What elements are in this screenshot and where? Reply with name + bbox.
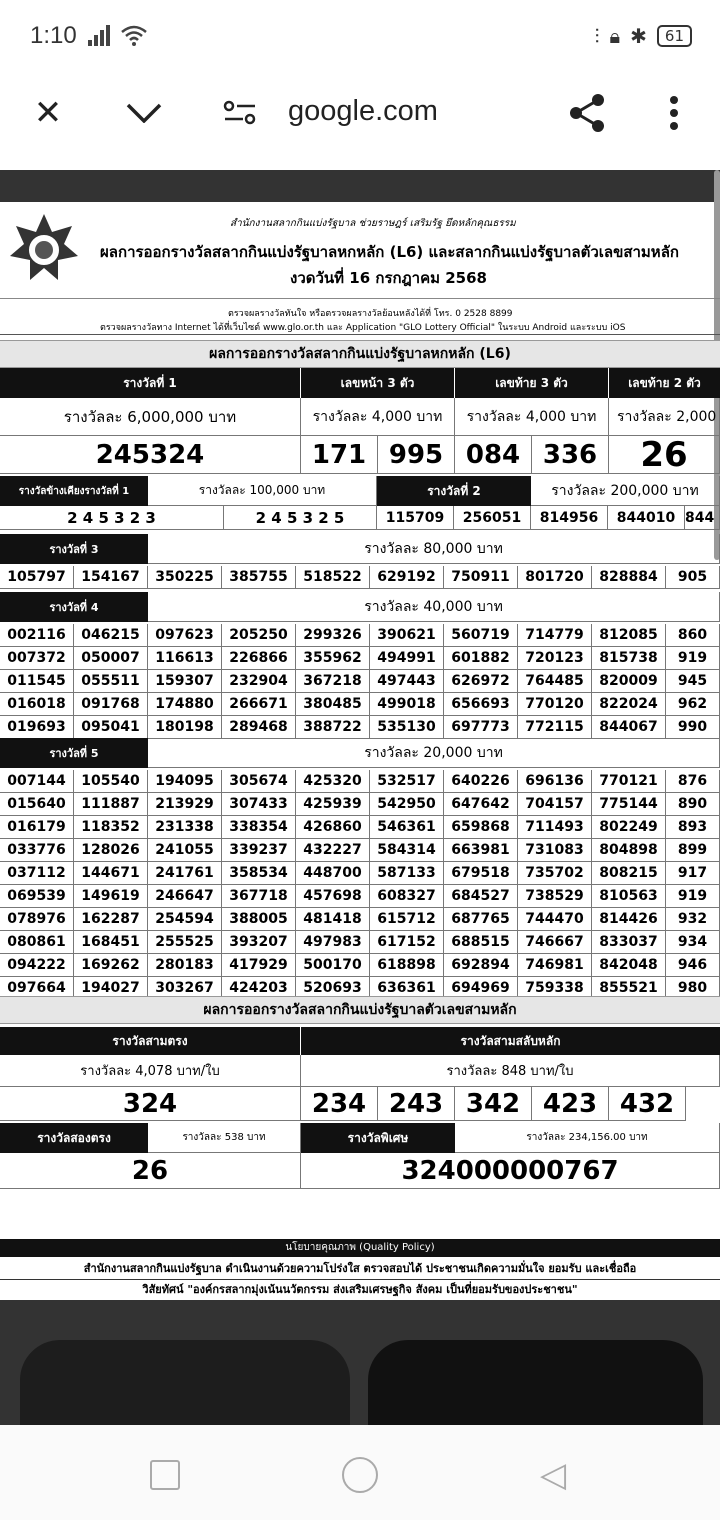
first-prize-amount: รางวัลละ 6,000,000 บาท xyxy=(0,398,301,436)
prize-number: 226866 xyxy=(222,647,296,670)
signal-icon xyxy=(88,24,114,46)
related-image-2[interactable] xyxy=(368,1340,703,1425)
related-image-1[interactable] xyxy=(20,1340,350,1425)
prize-number: 684527 xyxy=(444,885,518,908)
battery-icon: 61 xyxy=(657,25,692,47)
wifi-icon xyxy=(120,24,148,46)
prize-number: 890 xyxy=(666,793,720,816)
header-date: งวดวันที่ 16 กรกฎาคม 2568 xyxy=(290,269,487,287)
three-straight-number: 324 xyxy=(0,1087,301,1121)
near-prize-amount: รางวัลละ 100,000 บาท xyxy=(148,476,377,506)
three-switch-number: 432 xyxy=(609,1087,686,1121)
prize-number: 720123 xyxy=(518,647,592,670)
prize-number: 711493 xyxy=(518,816,592,839)
prize-number: 905 xyxy=(666,566,720,589)
prize-number: 801720 xyxy=(518,566,592,589)
three-switch-number: 243 xyxy=(378,1087,455,1121)
prize-number: 205250 xyxy=(222,624,296,647)
prize-number: 091768 xyxy=(74,693,148,716)
prize-number: 246647 xyxy=(148,885,222,908)
prize-number: 266671 xyxy=(222,693,296,716)
second-number: 844 xyxy=(685,506,720,530)
prize-number: 046215 xyxy=(74,624,148,647)
prize-number: 015640 xyxy=(0,793,74,816)
prize-number: 007144 xyxy=(0,770,74,793)
prize-number: 050007 xyxy=(74,647,148,670)
prize-number: 802249 xyxy=(592,816,666,839)
three-switch-amount: รางวัลละ 848 บาท/ใบ xyxy=(301,1055,720,1087)
prize-number: 094222 xyxy=(0,954,74,977)
prize-number: 772115 xyxy=(518,716,592,739)
prize-number: 980 xyxy=(666,977,720,1000)
prize-number: 213929 xyxy=(148,793,222,816)
prize-number: 656693 xyxy=(444,693,518,716)
prize-number: 194027 xyxy=(74,977,148,1000)
more-icon[interactable] xyxy=(652,91,696,135)
first-prize-label: รางวัลที่ 1 xyxy=(0,368,300,398)
prize-number: 169262 xyxy=(74,954,148,977)
prize-number: 174880 xyxy=(148,693,222,716)
bluetooth-icon: ✱ xyxy=(630,24,647,48)
prize-number: 962 xyxy=(666,693,720,716)
prize-number: 388005 xyxy=(222,908,296,931)
prize-number: 481418 xyxy=(296,908,370,931)
prize-number: 618898 xyxy=(370,954,444,977)
prize-number: 744470 xyxy=(518,908,592,931)
three-straight-label: รางวัลสามตรง xyxy=(0,1027,300,1055)
prize-number: 007372 xyxy=(0,647,74,670)
lottery-result-page xyxy=(0,170,720,1425)
front3-number-1: 171 xyxy=(301,436,378,474)
home-icon[interactable] xyxy=(342,1457,378,1493)
prize-number: 704157 xyxy=(518,793,592,816)
prize-number: 860 xyxy=(666,624,720,647)
prize-number: 679518 xyxy=(444,862,518,885)
prize-number: 919 xyxy=(666,885,720,908)
prize-number: 932 xyxy=(666,908,720,931)
prize-number: 692894 xyxy=(444,954,518,977)
prize-number: 532517 xyxy=(370,770,444,793)
prize-number: 128026 xyxy=(74,839,148,862)
prize-number: 011545 xyxy=(0,670,74,693)
prize-number: 069539 xyxy=(0,885,74,908)
header-internet: ตรวจผลรางวัลทาง Internet ได้ที่เว็บไซต์ www.glo.or.th และ Application "GLO Lottery Official" ในระบบ Android และระบบ iOS xyxy=(100,323,626,333)
prize-number: 546361 xyxy=(370,816,444,839)
two-straight-number: 26 xyxy=(0,1153,301,1189)
prize-number: 105540 xyxy=(74,770,148,793)
prize-number: 388722 xyxy=(296,716,370,739)
prize-number: 601882 xyxy=(444,647,518,670)
prize-number: 587133 xyxy=(370,862,444,885)
prize-number: 305674 xyxy=(222,770,296,793)
fifth-prize-amount: รางวัลละ 20,000 บาท xyxy=(148,738,720,768)
prize-number: 647642 xyxy=(444,793,518,816)
page-info-icon[interactable] xyxy=(218,91,262,135)
two-straight-label: รางวัลสองตรง xyxy=(0,1123,148,1153)
status-bar xyxy=(0,0,720,75)
prize-number: 560719 xyxy=(444,624,518,647)
back2-number: 26 xyxy=(609,436,720,474)
prize-number: 303267 xyxy=(148,977,222,1000)
front3-label: เลขหน้า 3 ตัว xyxy=(301,368,454,398)
prize-number: 338354 xyxy=(222,816,296,839)
prize-number: 390621 xyxy=(370,624,444,647)
prize-number: 520693 xyxy=(296,977,370,1000)
third-prize-label: รางวัลที่ 3 xyxy=(0,534,148,564)
prize-number: 355962 xyxy=(296,647,370,670)
prize-number: 500170 xyxy=(296,954,370,977)
prize-number: 615712 xyxy=(370,908,444,931)
prize-number: 746667 xyxy=(518,931,592,954)
prize-number: 457698 xyxy=(296,885,370,908)
prize-number: 844067 xyxy=(592,716,666,739)
prize-number: 078976 xyxy=(0,908,74,931)
prize-number: 833037 xyxy=(592,931,666,954)
prize-number: 775144 xyxy=(592,793,666,816)
prize-number: 659868 xyxy=(444,816,518,839)
top-dark-bar xyxy=(0,170,720,202)
prize-number: 815738 xyxy=(592,647,666,670)
three-switch-number: 342 xyxy=(455,1087,532,1121)
prize-number: 159307 xyxy=(148,670,222,693)
prize-number: 055511 xyxy=(74,670,148,693)
share-icon[interactable] xyxy=(566,91,610,135)
system-nav-bar xyxy=(0,1425,720,1520)
prize-number: 254594 xyxy=(148,908,222,931)
back3-label: เลขท้าย 3 ตัว xyxy=(455,368,608,398)
third-prize-numbers xyxy=(0,566,720,589)
prize-number: 180198 xyxy=(148,716,222,739)
three-switch-label: รางวัลสามสลับหลัก xyxy=(301,1027,720,1055)
prize-number: 876 xyxy=(666,770,720,793)
prize-number: 231338 xyxy=(148,816,222,839)
prize-number: 002116 xyxy=(0,624,74,647)
prize-number: 299326 xyxy=(296,624,370,647)
close-icon[interactable]: ✕ xyxy=(33,93,63,133)
prize-number: 232904 xyxy=(222,670,296,693)
prize-number: 255525 xyxy=(148,931,222,954)
prize-number: 385755 xyxy=(222,566,296,589)
prize-number: 307433 xyxy=(222,793,296,816)
prize-number: 033776 xyxy=(0,839,74,862)
prize-number: 497983 xyxy=(296,931,370,954)
lock-icon: 🔒︎ xyxy=(609,24,621,48)
prize-number: 899 xyxy=(666,839,720,862)
prize-number: 535130 xyxy=(370,716,444,739)
prize-number: 280183 xyxy=(148,954,222,977)
prize-number: 636361 xyxy=(370,977,444,1000)
prize-number: 097623 xyxy=(148,624,222,647)
prize-number: 696136 xyxy=(518,770,592,793)
prize-number: 097664 xyxy=(0,977,74,1000)
prize-number: 494991 xyxy=(370,647,444,670)
three-switch-number: 423 xyxy=(532,1087,609,1121)
prize-number: 663981 xyxy=(444,839,518,862)
three-straight-amount: รางวัลละ 4,078 บาท/ใบ xyxy=(0,1055,301,1087)
prize-number: 497443 xyxy=(370,670,444,693)
prize-number: 194095 xyxy=(148,770,222,793)
prize-number: 812085 xyxy=(592,624,666,647)
prize-number: 168451 xyxy=(74,931,148,954)
vibrate-icon: ⫶ xyxy=(594,24,600,48)
browser-toolbar xyxy=(0,75,720,150)
prize-number: 448700 xyxy=(296,862,370,885)
prize-number: 934 xyxy=(666,931,720,954)
prize-number: 759338 xyxy=(518,977,592,1000)
status-right xyxy=(595,24,693,48)
prize-number: 144671 xyxy=(74,862,148,885)
status-time: 1:10 xyxy=(30,22,77,49)
front3-number-2: 995 xyxy=(378,436,455,474)
prize-number: 714779 xyxy=(518,624,592,647)
prize-number: 688515 xyxy=(444,931,518,954)
prize-number: 808215 xyxy=(592,862,666,885)
prize-number: 750911 xyxy=(444,566,518,589)
six-digit-title: ผลการออกรางวัลสลากกินแบ่งรัฐบาลหกหลัก (L6) xyxy=(0,340,720,368)
prize-number: 116613 xyxy=(148,647,222,670)
three-digit-title: ผลการออกรางวัลสลากกินแบ่งรัฐบาลตัวเลขสามหลัก xyxy=(0,996,720,1024)
prize-number: 990 xyxy=(666,716,720,739)
near-number-1: 2 4 5 3 2 3 xyxy=(0,506,224,530)
prize-number: 358534 xyxy=(222,862,296,885)
near-number-2: 2 4 5 3 2 5 xyxy=(224,506,377,530)
prize-number: 339237 xyxy=(222,839,296,862)
special-prize-amount: รางวัลละ 234,156.00 บาท xyxy=(455,1123,720,1153)
prize-number: 426860 xyxy=(296,816,370,839)
prize-number: 380485 xyxy=(296,693,370,716)
prize-number: 629192 xyxy=(370,566,444,589)
prize-number: 810563 xyxy=(592,885,666,908)
prize-number: 842048 xyxy=(592,954,666,977)
prize-number: 019693 xyxy=(0,716,74,739)
prize-number: 770120 xyxy=(518,693,592,716)
prize-number: 822024 xyxy=(592,693,666,716)
prize-number: 241055 xyxy=(148,839,222,862)
prize-number: 687765 xyxy=(444,908,518,931)
prize-number: 617152 xyxy=(370,931,444,954)
prize-number: 608327 xyxy=(370,885,444,908)
vision-text: วิสัยทัศน์ "องค์กรสลากมุ่งเน้นนวัตกรรม ส่งเสริมเศรษฐกิจ สังคม เป็นที่ยอมรับของประชาชน" xyxy=(0,1280,720,1301)
prize-number: 731083 xyxy=(518,839,592,862)
prize-number: 518522 xyxy=(296,566,370,589)
prize-number: 820009 xyxy=(592,670,666,693)
glo-seal-icon xyxy=(8,212,80,284)
recent-apps-icon[interactable] xyxy=(150,1460,180,1490)
related-images-strip xyxy=(0,1300,720,1425)
three-switch-number: 234 xyxy=(301,1087,378,1121)
prize-number: 016018 xyxy=(0,693,74,716)
back2-amount: รางวัลละ 2,000 xyxy=(609,398,720,436)
result-header xyxy=(0,202,720,335)
prize-number: 946 xyxy=(666,954,720,977)
chevron-down-icon[interactable] xyxy=(122,91,166,135)
first-prize-number: 245324 xyxy=(0,436,301,474)
prize-number: 828884 xyxy=(592,566,666,589)
fourth-prize-numbers xyxy=(0,624,720,739)
second-prize-amount: รางวัลละ 200,000 บาท xyxy=(531,476,720,506)
prize-number: 746981 xyxy=(518,954,592,977)
prize-number: 584314 xyxy=(370,839,444,862)
prize-number: 919 xyxy=(666,647,720,670)
back2-label: เลขท้าย 2 ตัว xyxy=(609,368,720,398)
prize-number: 037112 xyxy=(0,862,74,885)
fifth-prize-label: รางวัลที่ 5 xyxy=(0,738,148,768)
second-number: 844010 xyxy=(608,506,685,530)
prize-number: 814426 xyxy=(592,908,666,931)
prize-number: 542950 xyxy=(370,793,444,816)
second-number: 115709 xyxy=(377,506,454,530)
prize-number: 738529 xyxy=(518,885,592,908)
second-number: 814956 xyxy=(531,506,608,530)
prize-number: 105797 xyxy=(0,566,74,589)
back3-amount: รางวัลละ 4,000 บาท xyxy=(455,398,609,436)
prize-number: 424203 xyxy=(222,977,296,1000)
prize-number: 855521 xyxy=(592,977,666,1000)
prize-number: 804898 xyxy=(592,839,666,862)
back3-number-2: 336 xyxy=(532,436,609,474)
back-icon[interactable]: ◁ xyxy=(540,1455,567,1495)
prize-number: 241761 xyxy=(148,862,222,885)
prize-number: 367218 xyxy=(296,670,370,693)
prize-number: 893 xyxy=(666,816,720,839)
prize-number: 016179 xyxy=(0,816,74,839)
policy-title: นโยบายคุณภาพ (Quality Policy) xyxy=(0,1239,720,1257)
prize-number: 694969 xyxy=(444,977,518,1000)
prize-number: 118352 xyxy=(74,816,148,839)
special-prize-label: รางวัลพิเศษ xyxy=(301,1123,455,1153)
prize-number: 432227 xyxy=(296,839,370,862)
prize-number: 162287 xyxy=(74,908,148,931)
prize-number: 770121 xyxy=(592,770,666,793)
prize-number: 080861 xyxy=(0,931,74,954)
prize-number: 640226 xyxy=(444,770,518,793)
policy-text: สำนักงานสลากกินแบ่งรัฐบาล ดำเนินงานด้วยความโปร่งใส ตรวจสอบได้ ประชาชนเกิดความมั่นใจ ยอมรับ และเชื่อถือ xyxy=(0,1259,720,1280)
back3-number-1: 084 xyxy=(455,436,532,474)
prize-number: 626972 xyxy=(444,670,518,693)
prize-number: 350225 xyxy=(148,566,222,589)
prize-number: 095041 xyxy=(74,716,148,739)
front3-amount: รางวัลละ 4,000 บาท xyxy=(301,398,455,436)
second-prize-label: รางวัลที่ 2 xyxy=(377,476,531,506)
fifth-prize-numbers xyxy=(0,770,720,1000)
second-number: 256051 xyxy=(454,506,531,530)
header-motto: สำนักงานสลากกินแบ่งรัฐบาล ช่วยราษฎร์ เสริมรัฐ ยึดหลักคุณธรรม xyxy=(230,218,516,229)
special-prize-number: 324000000767 xyxy=(301,1153,720,1189)
header-title: ผลการออกรางวัลสลากกินแบ่งรัฐบาลหกหลัก (L6) และสลากกินแบ่งรัฐบาลตัวเลขสามหลัก xyxy=(100,243,679,261)
url-text[interactable]: google.com xyxy=(288,95,438,127)
prize-number: 289468 xyxy=(222,716,296,739)
prize-number: 917 xyxy=(666,862,720,885)
two-straight-amount: รางวัลละ 538 บาท xyxy=(148,1123,301,1153)
prize-number: 735702 xyxy=(518,862,592,885)
third-prize-amount: รางวัลละ 80,000 บาท xyxy=(148,534,720,564)
prize-number: 945 xyxy=(666,670,720,693)
prize-number: 425320 xyxy=(296,770,370,793)
fourth-prize-amount: รางวัลละ 40,000 บาท xyxy=(148,592,720,622)
prize-number: 425939 xyxy=(296,793,370,816)
prize-number: 367718 xyxy=(222,885,296,908)
signal-icons xyxy=(88,24,148,46)
prize-number: 499018 xyxy=(370,693,444,716)
fourth-prize-label: รางวัลที่ 4 xyxy=(0,592,148,622)
prize-number: 111887 xyxy=(74,793,148,816)
prize-number: 697773 xyxy=(444,716,518,739)
near-prize-label: รางวัลข้างเคียงรางวัลที่ 1 xyxy=(0,476,148,506)
prize-number: 393207 xyxy=(222,931,296,954)
prize-number: 149619 xyxy=(74,885,148,908)
prize-number: 764485 xyxy=(518,670,592,693)
header-contact: ตรวจผลรางวัลทันใจ หรือตรวจผลรางวัลย้อนหลังได้ที่ โทร. 0 2528 8899 xyxy=(228,309,513,319)
prize-number: 154167 xyxy=(74,566,148,589)
prize-number: 417929 xyxy=(222,954,296,977)
